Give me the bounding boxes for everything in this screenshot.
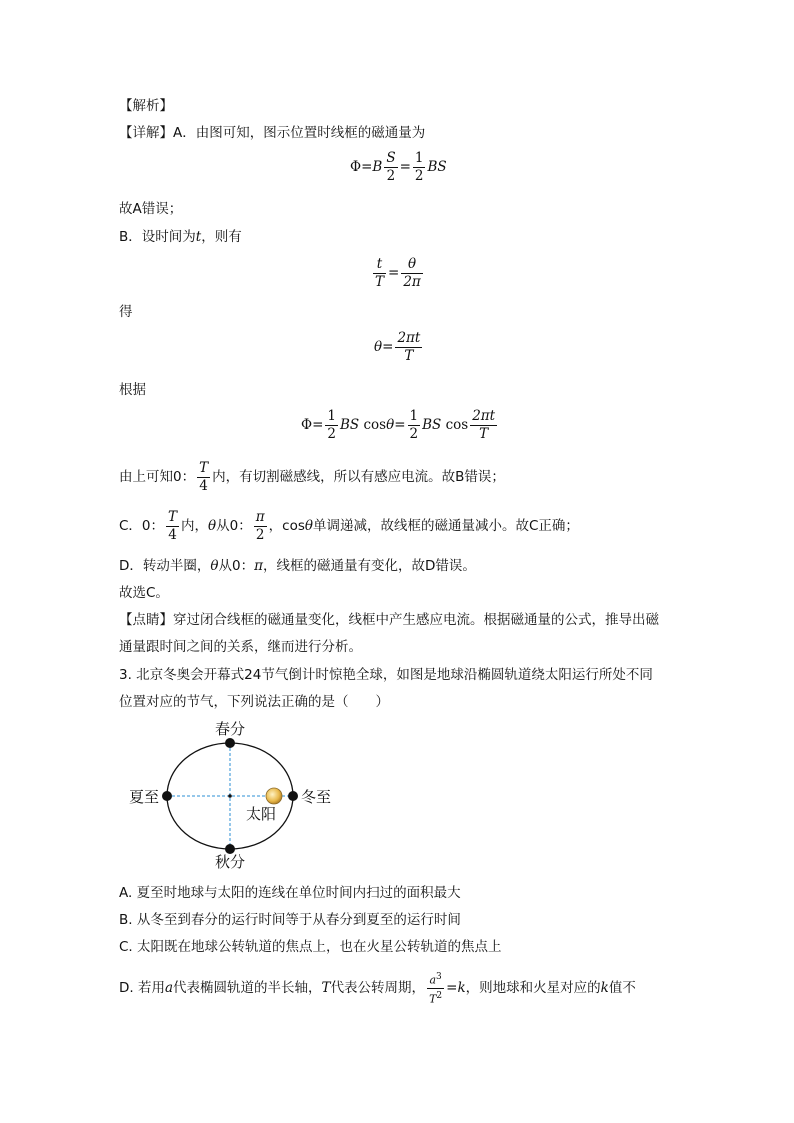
theta-symbol: θ [210, 558, 219, 574]
fraction-2pit-over-T: $\frac{2\pi t}{T}$ [397, 330, 421, 364]
var-k: k [600, 980, 609, 997]
question-stem-line2: 位置对应的节气，下列说法正确的是（ ） [119, 694, 389, 710]
equals-sign: = [399, 159, 411, 175]
fraction-1-over-2: $\frac{1}{2}$ [414, 150, 424, 184]
analysis-heading: 【解析】 [119, 98, 173, 114]
option-d: D. 若用a代表椭圆轨道的半长轴，T代表公转周期， $\frac{a^3}{T^2}$ =k，则地球和火星对应的k值不 [119, 972, 636, 1006]
comment-text1: 穿过闭合线框的磁通量变化，线框中产生感应电流。根据磁通量的公式，推导出磁 [173, 612, 659, 628]
part-b-intro [119, 228, 242, 246]
fraction-1-over-2: $\frac{1}{2}$ [409, 408, 419, 442]
label-summer: 夏至 [128, 788, 159, 806]
var-b: B [372, 159, 383, 175]
phi-symbol: Φ [350, 159, 362, 175]
detail-tag: 【详解】 [119, 125, 173, 141]
comment-line1 [119, 611, 659, 629]
fraction-2pit-over-T: $\frac{2\pi t}{T}$ [472, 408, 496, 442]
option-d-mid1: 代表椭圆轨道的半长轴， [173, 980, 322, 997]
option-d-end: 值不 [608, 980, 636, 997]
part-d-line [119, 557, 476, 575]
option-d-head: D. 若用 [119, 980, 165, 997]
earth-winter-dot [288, 791, 298, 801]
option-d-mid2: 代表公转周期， [330, 980, 426, 997]
var-t: t [195, 229, 202, 245]
label-autumn: 秋分 [214, 853, 246, 871]
var-bs: BS [339, 417, 360, 433]
option-b: B. 从冬至到春分的运行时间等于从春分到夏至的运行时间 [119, 912, 461, 928]
formula-flux-half [350, 150, 447, 185]
fraction-pi-over-2: $\frac{\pi}{2}$ [255, 508, 265, 543]
genju-label: 根据 [119, 382, 146, 398]
equals-sign: = [312, 417, 324, 433]
cos-fn: cos [445, 417, 469, 433]
fraction-T-over-4: $\frac{T}{4}$ [199, 459, 209, 494]
part-b-text: B．设时间为 [119, 229, 196, 245]
upshot-line [119, 459, 505, 495]
upshot-head: 由上可知0： [119, 469, 196, 485]
var-bs: BS [427, 159, 447, 175]
orbit-diagram [119, 712, 349, 872]
part-c-mid1: 内， [181, 518, 209, 534]
option-d-tail: ，则地球和火星对应的 [465, 980, 601, 997]
fraction-theta-over-2pi: $\frac{\theta}{2\pi}$ [403, 256, 421, 290]
part-c-mid3: ，cos [268, 518, 305, 534]
part-d-mid: 从0： [218, 558, 255, 574]
cos-fn: cos [363, 417, 387, 433]
pi-symbol: π [254, 558, 264, 574]
center-point [228, 794, 232, 798]
formula-t-over-T [371, 256, 425, 291]
theta-symbol: θ [208, 518, 217, 534]
var-a: a [164, 980, 174, 997]
var-k: k [457, 980, 466, 997]
label-winter: 冬至 [301, 788, 332, 806]
upshot-tail: 内，有切割磁感线，所以有感应电流。故B错误； [212, 469, 505, 485]
part-c-head: C．0： [119, 518, 165, 534]
part-d-head: D．转动半圈， [119, 558, 211, 574]
answer-line: 故选C。 [119, 585, 169, 601]
option-a: A. 夏至时地球与太阳的连线在单位时间内扫过的面积最大 [119, 885, 461, 901]
part-a-text: A．由图可知，图示位置时线框的磁通量为 [173, 125, 426, 141]
part-a-conclusion: 故A错误； [119, 201, 183, 217]
var-T: T [321, 980, 331, 997]
part-c-mid2: 从0： [216, 518, 252, 534]
equals-sign: = [394, 417, 406, 433]
comment-line2: 通量跟时间之间的关系，继而进行分析。 [119, 639, 362, 655]
sun-icon [266, 788, 282, 804]
earth-spring-dot [225, 738, 235, 748]
theta-symbol: θ [386, 417, 395, 433]
equals-sign: = [361, 159, 373, 175]
formula-flux-time [301, 408, 499, 443]
comment-tag: 【点睛】 [119, 612, 173, 628]
equals-sign: = [388, 265, 400, 281]
phi-symbol: Φ [301, 417, 313, 433]
fraction-T-over-4: $\frac{T}{4}$ [168, 508, 178, 543]
fraction-t-over-T: $\frac{t}{T}$ [375, 256, 385, 290]
formula-theta [374, 330, 424, 365]
part-c-line [119, 508, 579, 544]
option-c: C. 太阳既在地球公转轨道的焦点上，也在火星公转轨道的焦点上 [119, 939, 502, 955]
fraction-1-over-2: $\frac{1}{2}$ [327, 408, 336, 442]
label-spring: 春分 [214, 720, 246, 738]
part-a-intro [119, 124, 425, 142]
de-label: 得 [119, 304, 133, 320]
fraction-a3-over-T2: $\frac{a^3}{T^2}$ [429, 972, 443, 1006]
theta-symbol: θ [374, 339, 383, 355]
var-bs: BS [422, 417, 442, 433]
label-sun: 太阳 [245, 805, 277, 823]
part-d-tail: ，线框的磁通量有变化，故D错误。 [263, 558, 476, 574]
equals-sign: = [382, 339, 394, 355]
earth-summer-dot [162, 791, 172, 801]
part-b-tail: ，则有 [201, 229, 242, 245]
question-stem-line1: 3. 北京冬奥会开幕式24节气倒计时惊艳全球，如图是地球沿椭圆轨道绕太阳运行所处不同 [119, 667, 653, 683]
fraction-s-over-2: $\frac{S}{2}$ [386, 150, 396, 184]
part-c-tail: 单调递减，故线框的磁通量减小。故C正确； [313, 518, 579, 534]
theta-symbol: θ [304, 518, 313, 534]
